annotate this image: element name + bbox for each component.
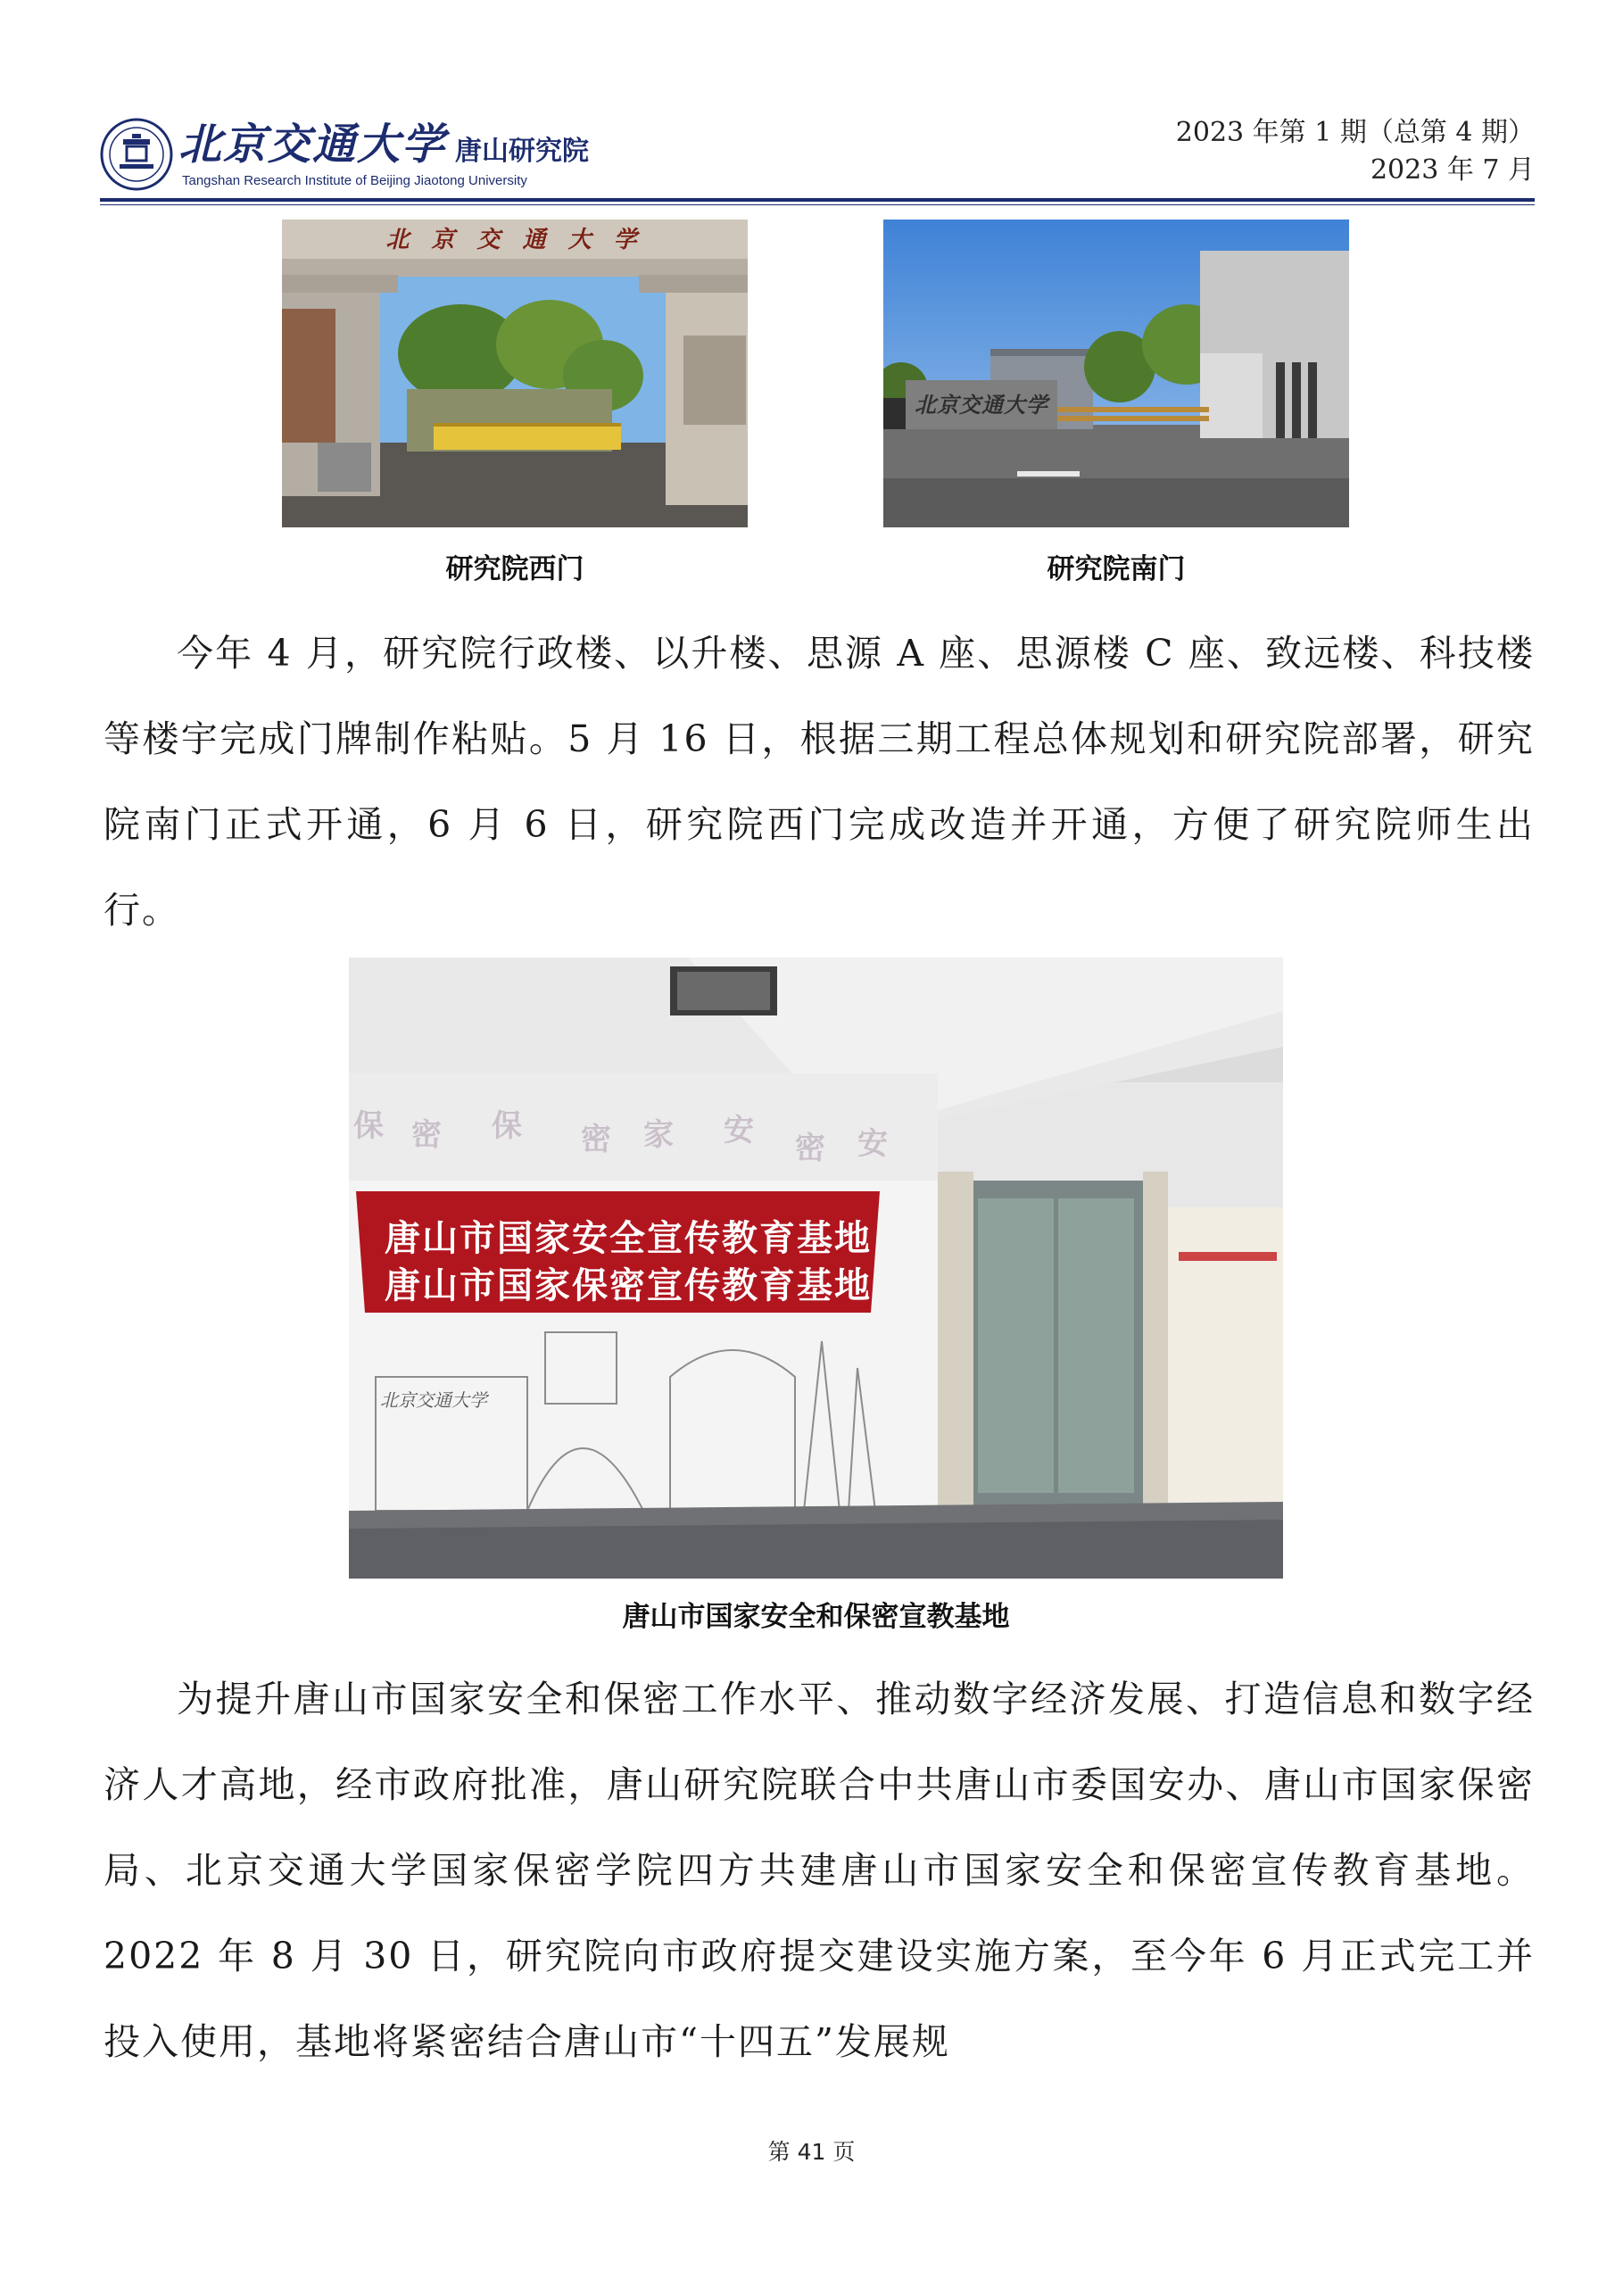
education-base-photo xyxy=(349,957,1283,1579)
banner-line-1: 唐山市国家安全宣传教育基地 xyxy=(385,1218,872,1259)
svg-text:安: 安 xyxy=(724,1113,754,1148)
brand-name xyxy=(178,118,589,171)
paragraph-education-base: 为提升唐山市国家安全和保密工作水平、推动数字经济发展、打造信息和数字经济人才高地，经市政府批准，唐山研究院联合中共唐山市委国安办、唐山市国家保密局、北京交通大学国家保密学院四方共建唐山市国家安全和保密宣传教育基地。2022 年 8 月 30 日，研究院向市政府提交建设实施方案，至今年 6 月正式完工并投入使用，基地将紧密结合唐山市“十四五”发展规 xyxy=(104,1678,1535,2063)
west-gate-caption: 研究院西门 xyxy=(445,553,584,585)
south-gate-sign: 北京交通大学 xyxy=(915,392,1048,418)
header-rule-thin xyxy=(100,204,1535,205)
paragraph-gates: 今年 4 月，研究院行政楼、以升楼、思源 A 座、思源楼 C 座、致远楼、科技楼等楼宇完成门牌制作粘贴。5 月 16 日，根据三期工程总体规划和研究院部署，研究院南门正式开通，6 月 6 日，研究院西门完成改造并开通，方便了研究院师生出行。 xyxy=(104,632,1535,932)
page-header xyxy=(100,114,1535,200)
wall-script: 北京交通大学 xyxy=(380,1389,487,1411)
banner-line-2: 唐山市国家保密宣传教育基地 xyxy=(385,1265,872,1306)
page-number: 第 41 页 xyxy=(767,2139,856,2165)
brand-english-name: Tangshan Research Institute of Beijing Jiaotong University xyxy=(182,173,527,188)
south-gate-photo xyxy=(883,220,1349,527)
university-logo-icon xyxy=(100,118,173,191)
svg-text:安: 安 xyxy=(857,1126,888,1162)
svg-text:密: 密 xyxy=(581,1122,611,1157)
west-gate-photo xyxy=(282,220,748,527)
svg-text:密: 密 xyxy=(411,1117,442,1153)
header-rule xyxy=(100,198,1535,202)
issue-date: 2023 年 7 月 xyxy=(1370,154,1535,186)
svg-text:保: 保 xyxy=(353,1108,384,1144)
svg-text:家: 家 xyxy=(643,1117,674,1153)
brand-branch-name: 唐山研究院 xyxy=(455,136,590,167)
svg-text:保: 保 xyxy=(492,1108,522,1144)
issue-info xyxy=(1176,114,1535,189)
south-gate-caption: 研究院南门 xyxy=(1047,553,1186,585)
svg-text:密: 密 xyxy=(795,1131,825,1166)
issue-number: 2023 年第 1 期（总第 4 期） xyxy=(1175,117,1535,148)
education-base-caption: 唐山市国家安全和保密宣教基地 xyxy=(622,1601,1010,1633)
brand-cursive-name: 北京交通大学 xyxy=(178,120,447,170)
west-gate-sign: 北 京 交 通 大 学 xyxy=(385,227,644,253)
